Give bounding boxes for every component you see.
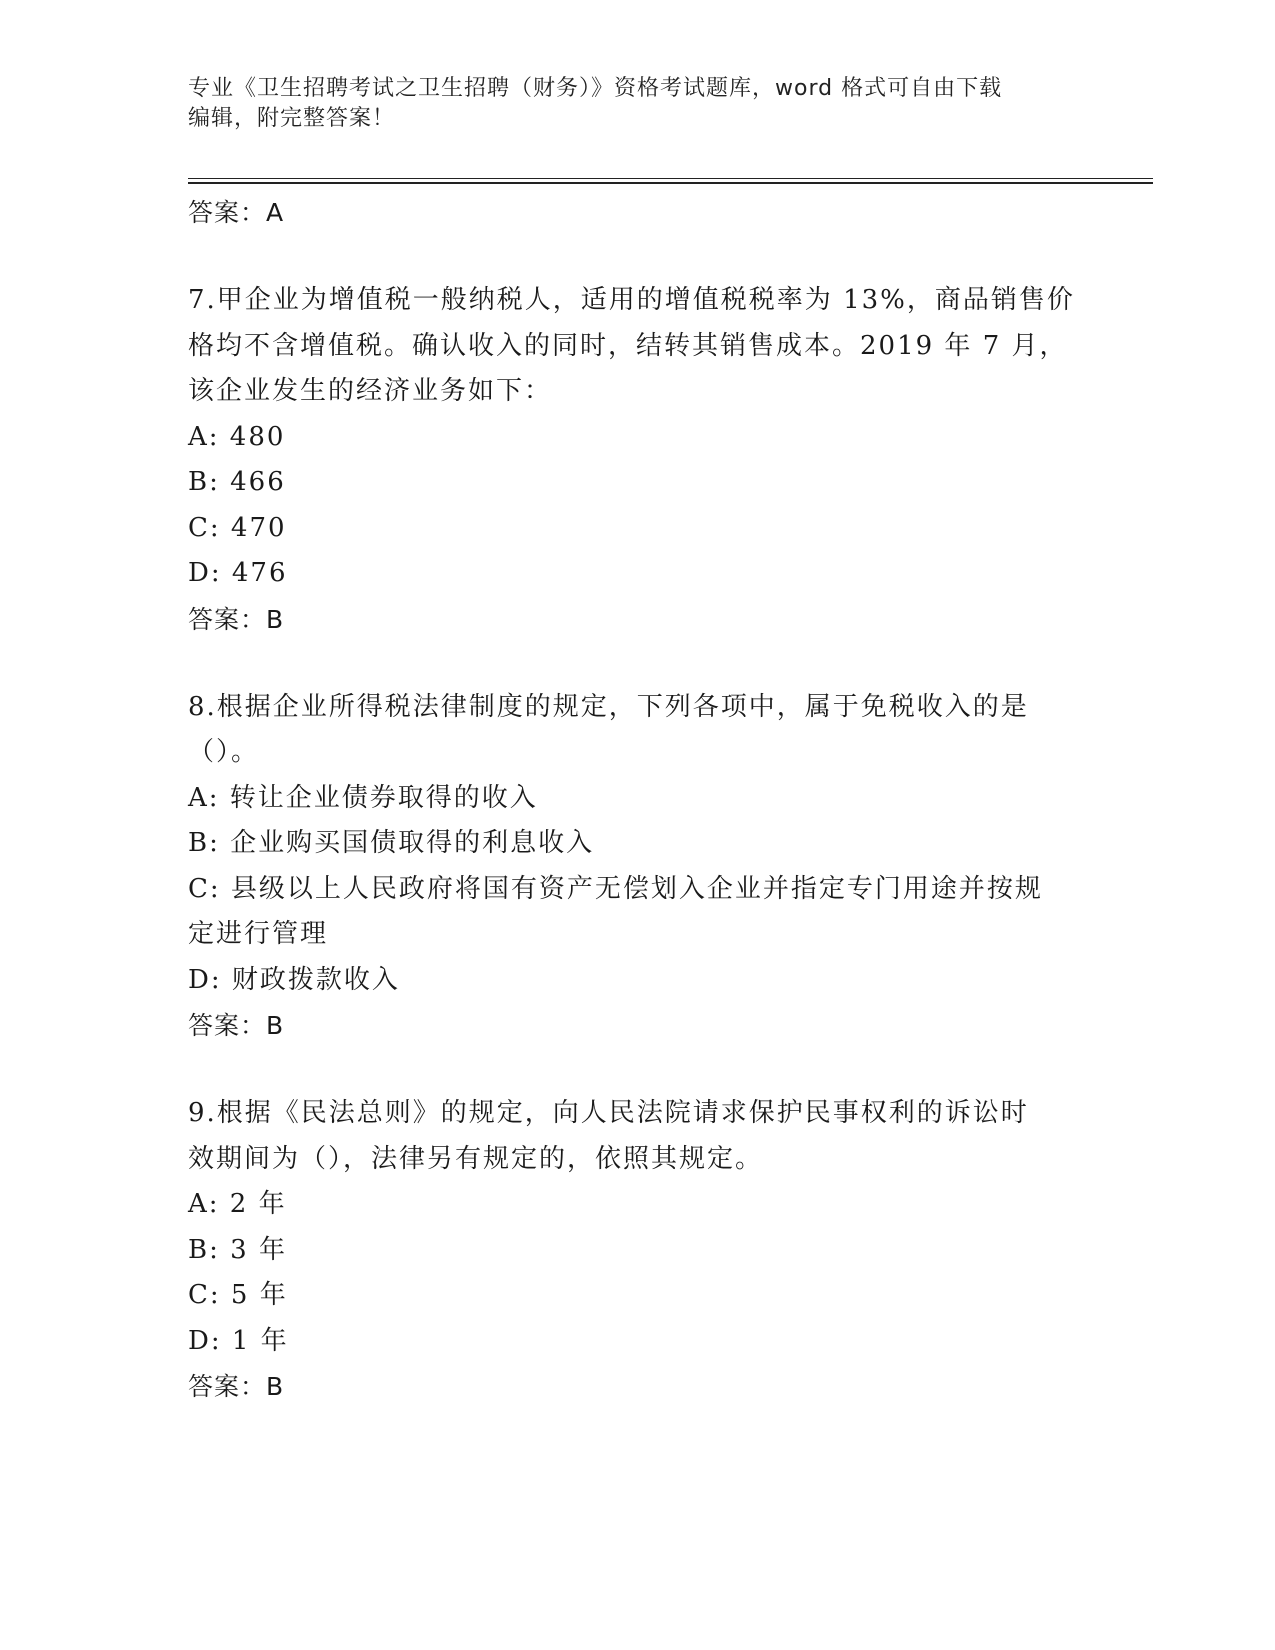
document-body xyxy=(188,190,1088,1410)
answer-line: 答案：B xyxy=(188,604,285,634)
option-a: A: 2 年 xyxy=(188,1189,287,1219)
answer-line: 答案：B xyxy=(188,1372,285,1401)
question-7 xyxy=(188,278,1088,643)
document-header xyxy=(188,74,1088,134)
header-line-2: 编辑，附完整答案！ xyxy=(188,106,396,131)
question-8 xyxy=(188,685,1088,1050)
option-c-continued: 定进行管理 xyxy=(188,919,329,949)
option-d: D: 476 xyxy=(188,558,288,588)
question-9 xyxy=(188,1091,1088,1410)
stem-line: （）。 xyxy=(188,737,260,767)
option-c: C: 县级以上人民政府将国有资产无偿划入企业并指定专门用途并按规 xyxy=(188,873,1043,904)
question-stem xyxy=(188,1091,1088,1182)
option-b: B: 466 xyxy=(188,467,286,497)
stem-line: 8.根据企业所得税法律制度的规定，下列各项中，属于免税收入的是 xyxy=(188,691,1029,722)
stem-line: 效期间为（），法律另有规定的，依照其规定。 xyxy=(188,1143,764,1174)
question-stem xyxy=(188,685,1088,776)
answer-line: 答案：B xyxy=(188,1011,285,1040)
option-b: B: 3 年 xyxy=(188,1234,287,1265)
stem-line: 格均不含增值税。确认收入的同时，结转其销售成本。2019 年 7 月， xyxy=(188,330,1068,361)
option-b: B: 企业购买国债取得的利息收入 xyxy=(188,828,595,858)
stem-line: 7.甲企业为增值税一般纳税人，适用的增值税税率为 13%，商品销售价 xyxy=(188,285,1075,315)
header-rule-thin xyxy=(188,178,1153,179)
option-d: D: 1 年 xyxy=(188,1325,289,1356)
stem-line: 9.根据《民法总则》的规定，向人民法院请求保护民事权利的诉讼时 xyxy=(188,1098,1029,1128)
option-d: D: 财政拨款收入 xyxy=(188,964,400,995)
option-c: C: 470 xyxy=(188,512,287,543)
stem-line: 该企业发生的经济业务如下： xyxy=(188,376,553,406)
question-stem xyxy=(188,278,1088,415)
answer-line: 答案：A xyxy=(188,198,285,227)
option-a: A: 转让企业债券取得的收入 xyxy=(188,782,538,813)
option-a: A: 480 xyxy=(188,421,286,452)
header-line-1: 专业《卫生招聘考试之卫生招聘（财务）》资格考试题库，word 格式可自由下载 xyxy=(188,76,1003,101)
option-c: C: 5 年 xyxy=(188,1280,288,1310)
header-rule-thick xyxy=(188,182,1153,184)
